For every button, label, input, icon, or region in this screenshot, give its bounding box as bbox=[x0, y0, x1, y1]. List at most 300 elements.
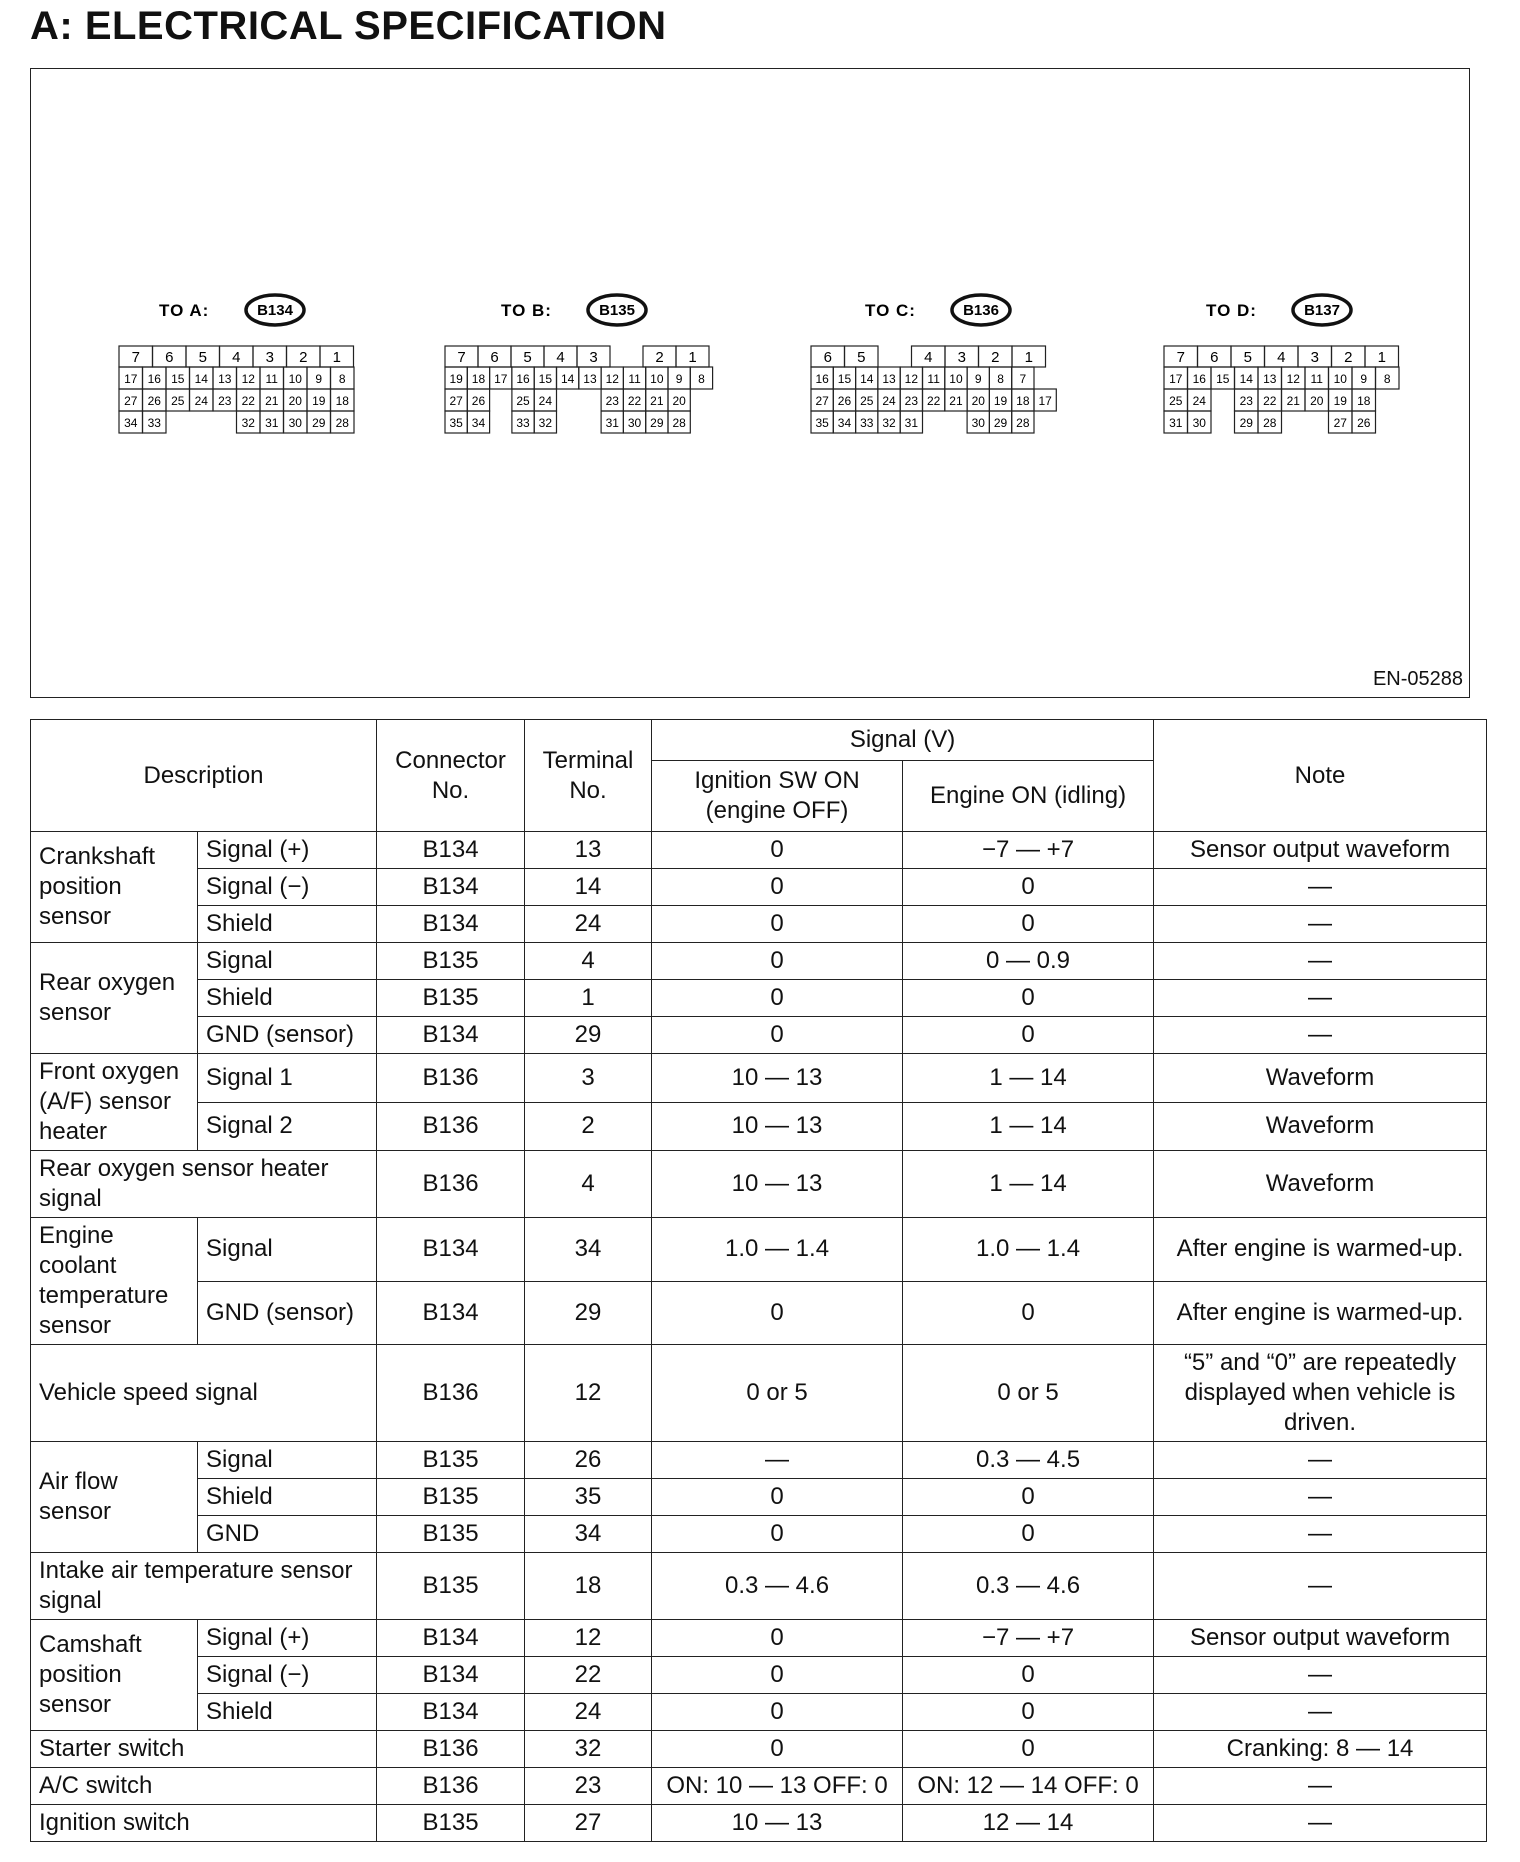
table-row bbox=[31, 832, 1487, 869]
pin-number: 31 bbox=[605, 416, 619, 430]
row-sub-description: Shield bbox=[198, 1479, 377, 1516]
pin-number: 6 bbox=[1210, 349, 1219, 366]
pin-number: 23 bbox=[904, 394, 919, 408]
pin-number: 3 bbox=[1310, 349, 1319, 366]
connector-no: B135 bbox=[377, 1479, 525, 1516]
pin-number: 15 bbox=[1216, 372, 1230, 386]
signal-engine-on: 0 bbox=[903, 1017, 1154, 1054]
pin-number: 16 bbox=[815, 372, 829, 386]
row-description: Camshaft position sensor bbox=[31, 1620, 198, 1731]
pin-number: 2 bbox=[1344, 349, 1353, 366]
signal-ignition-on: 0 or 5 bbox=[652, 1345, 903, 1442]
pin-number: 11 bbox=[265, 372, 278, 386]
pin-number: 19 bbox=[449, 372, 463, 386]
signal-ignition-on: 0 bbox=[652, 1694, 903, 1731]
table-row bbox=[31, 1768, 1487, 1805]
row-sub-description: Signal bbox=[198, 943, 377, 980]
signal-engine-on: 0 bbox=[903, 1516, 1154, 1553]
table-row bbox=[31, 1218, 1487, 1282]
row-sub-description: Signal 2 bbox=[198, 1102, 377, 1151]
signal-ignition-on: 0 bbox=[652, 943, 903, 980]
table-row bbox=[31, 869, 1487, 906]
pin-number: 26 bbox=[1357, 416, 1371, 430]
pin-number: 8 bbox=[1383, 372, 1391, 386]
table-row bbox=[31, 1620, 1487, 1657]
connector-figure bbox=[30, 68, 1470, 698]
signal-engine-on: 0 bbox=[903, 869, 1154, 906]
figure-code: EN-05288 bbox=[1372, 668, 1463, 690]
note: Waveform bbox=[1154, 1102, 1487, 1151]
pin-number: 30 bbox=[627, 416, 642, 430]
signal-engine-on: 0 bbox=[903, 1694, 1154, 1731]
note: — bbox=[1154, 1479, 1487, 1516]
terminal-no: 34 bbox=[525, 1218, 652, 1282]
row-sub-description: Shield bbox=[198, 1694, 377, 1731]
signal-engine-on: 1 — 14 bbox=[903, 1054, 1154, 1103]
signal-ignition-on: 10 — 13 bbox=[652, 1805, 903, 1842]
pin-number: 3 bbox=[589, 349, 598, 366]
note: After engine is warmed-up. bbox=[1154, 1281, 1487, 1345]
terminal-no: 29 bbox=[525, 1017, 652, 1054]
signal-ignition-on: 0 bbox=[652, 1017, 903, 1054]
pin-number: 20 bbox=[1310, 394, 1324, 408]
note: — bbox=[1154, 1442, 1487, 1479]
pin-number: 34 bbox=[124, 416, 138, 430]
table-row bbox=[31, 1657, 1487, 1694]
pin-number: 2 bbox=[299, 349, 308, 366]
table-row bbox=[31, 1102, 1487, 1151]
pin-number: 10 bbox=[949, 372, 963, 386]
pin-number: 4 bbox=[1277, 349, 1286, 366]
signal-engine-on: 0 — 0.9 bbox=[903, 943, 1154, 980]
pin-number: 26 bbox=[147, 394, 161, 408]
signal-engine-on: ON: 12 — 14 OFF: 0 bbox=[903, 1768, 1154, 1805]
pin-number: 2 bbox=[655, 349, 664, 366]
note: — bbox=[1154, 943, 1487, 980]
pin-number: 22 bbox=[627, 394, 642, 408]
row-sub-description: GND (sensor) bbox=[198, 1017, 377, 1054]
table-row bbox=[31, 1694, 1487, 1731]
pin-number: 22 bbox=[926, 394, 941, 408]
pin-number: 11 bbox=[628, 372, 641, 386]
note: Cranking: 8 — 14 bbox=[1154, 1731, 1487, 1768]
signal-engine-on: 0 bbox=[903, 1657, 1154, 1694]
signal-engine-on: 1 — 14 bbox=[903, 1151, 1154, 1218]
connector-no: B134 bbox=[377, 832, 525, 869]
connector-b134 bbox=[119, 295, 354, 433]
connector-no: B136 bbox=[377, 1054, 525, 1103]
pin-number: 4 bbox=[556, 349, 565, 366]
pin-number: 3 bbox=[265, 349, 274, 366]
terminal-no: 3 bbox=[525, 1054, 652, 1103]
pin-number: 18 bbox=[471, 372, 486, 386]
connector-b137 bbox=[1164, 295, 1399, 433]
pin-number: 13 bbox=[583, 372, 597, 386]
pin-number: 9 bbox=[1360, 372, 1368, 386]
pin-number: 8 bbox=[997, 372, 1004, 386]
pin-number: 21 bbox=[949, 394, 963, 408]
pin-number: 6 bbox=[490, 349, 499, 366]
connector-no: B136 bbox=[377, 1768, 525, 1805]
table-row bbox=[31, 1054, 1487, 1103]
header-engine-on: Engine ON (idling) bbox=[903, 761, 1154, 832]
connector-no: B134 bbox=[377, 869, 525, 906]
pin-number: 3 bbox=[957, 349, 966, 366]
pin-number: 16 bbox=[1192, 372, 1206, 386]
signal-ignition-on: 0 bbox=[652, 1516, 903, 1553]
pin-number: 24 bbox=[538, 394, 553, 408]
pin-number: 13 bbox=[218, 372, 232, 386]
row-sub-description: Signal 1 bbox=[198, 1054, 377, 1103]
pin-number: 30 bbox=[971, 416, 985, 430]
signal-engine-on: −7 — +7 bbox=[903, 832, 1154, 869]
table-row bbox=[31, 1479, 1487, 1516]
pin-number: 18 bbox=[1016, 394, 1030, 408]
pin-number: 27 bbox=[815, 394, 829, 408]
note: — bbox=[1154, 906, 1487, 943]
row-description: Vehicle speed signal bbox=[31, 1345, 377, 1442]
pin-number: 24 bbox=[194, 394, 208, 408]
connector-no: B134 bbox=[377, 1657, 525, 1694]
connector-no: B134 bbox=[377, 1694, 525, 1731]
pin-number: 5 bbox=[198, 349, 207, 366]
pin-number: 31 bbox=[1169, 416, 1183, 430]
pin-number: 10 bbox=[288, 372, 302, 386]
pin-number: 29 bbox=[993, 416, 1008, 430]
signal-engine-on: 1 — 14 bbox=[903, 1102, 1154, 1151]
pin-number: 22 bbox=[241, 394, 255, 408]
connector-no: B134 bbox=[377, 1281, 525, 1345]
signal-engine-on: 0 bbox=[903, 1281, 1154, 1345]
note: — bbox=[1154, 980, 1487, 1017]
pin-number: 14 bbox=[1239, 372, 1253, 386]
pin-number: 12 bbox=[1286, 372, 1300, 386]
signal-ignition-on: 0 bbox=[652, 1479, 903, 1516]
pin-number: 25 bbox=[860, 394, 874, 408]
pin-number: 29 bbox=[650, 416, 664, 430]
pin-number: 1 bbox=[1024, 349, 1033, 366]
connector-no: B135 bbox=[377, 1442, 525, 1479]
pin-number: 29 bbox=[1239, 416, 1253, 430]
pin-number: 24 bbox=[1192, 394, 1206, 408]
table-row bbox=[31, 1017, 1487, 1054]
signal-ignition-on: 0 bbox=[652, 832, 903, 869]
pin-number: 19 bbox=[1333, 394, 1347, 408]
connector-no: B136 bbox=[377, 1731, 525, 1768]
pin-number: 20 bbox=[288, 394, 302, 408]
pin-number: 32 bbox=[538, 416, 553, 430]
electrical-spec-table bbox=[30, 719, 1487, 1842]
pin-number: 4 bbox=[232, 349, 241, 366]
pin-number: 9 bbox=[315, 372, 323, 386]
signal-ignition-on: 10 — 13 bbox=[652, 1054, 903, 1103]
signal-ignition-on: 0 bbox=[652, 1620, 903, 1657]
note: Sensor output waveform bbox=[1154, 1620, 1487, 1657]
terminal-no: 12 bbox=[525, 1620, 652, 1657]
pin-number: 7 bbox=[1176, 349, 1185, 366]
pin-number: 2 bbox=[991, 349, 1000, 366]
pin-number: 17 bbox=[1169, 372, 1183, 386]
pin-number: 8 bbox=[698, 372, 705, 386]
connector-no: B136 bbox=[377, 1102, 525, 1151]
terminal-no: 23 bbox=[525, 1768, 652, 1805]
pin-number: 17 bbox=[1038, 394, 1052, 408]
note: — bbox=[1154, 1017, 1487, 1054]
connector-code: B136 bbox=[963, 302, 999, 319]
signal-engine-on: 0 or 5 bbox=[903, 1345, 1154, 1442]
pin-number: 28 bbox=[1263, 416, 1277, 430]
pin-number: 31 bbox=[265, 416, 279, 430]
connector-prefix: TO A: bbox=[159, 301, 210, 320]
pin-number: 1 bbox=[688, 349, 697, 366]
signal-ignition-on: 0 bbox=[652, 980, 903, 1017]
terminal-no: 1 bbox=[525, 980, 652, 1017]
row-sub-description: Signal bbox=[198, 1218, 377, 1282]
pin-number: 5 bbox=[523, 349, 532, 366]
row-description: A/C switch bbox=[31, 1768, 377, 1805]
connector-no: B136 bbox=[377, 1345, 525, 1442]
pin-number: 27 bbox=[1333, 416, 1347, 430]
row-description: Starter switch bbox=[31, 1731, 377, 1768]
terminal-no: 26 bbox=[525, 1442, 652, 1479]
pin-number: 20 bbox=[672, 394, 686, 408]
terminal-no: 24 bbox=[525, 1694, 652, 1731]
connector-no: B134 bbox=[377, 1620, 525, 1657]
pin-number: 6 bbox=[823, 349, 832, 366]
table-row bbox=[31, 1516, 1487, 1553]
pin-number: 30 bbox=[1192, 416, 1206, 430]
terminal-no: 14 bbox=[525, 869, 652, 906]
row-sub-description: Signal (+) bbox=[198, 1620, 377, 1657]
signal-ignition-on: 10 — 13 bbox=[652, 1102, 903, 1151]
pin-number: 30 bbox=[288, 416, 302, 430]
pin-number: 28 bbox=[1016, 416, 1030, 430]
pin-number: 5 bbox=[857, 349, 866, 366]
connector-no: B134 bbox=[377, 1218, 525, 1282]
signal-engine-on: 0 bbox=[903, 906, 1154, 943]
pin-number: 18 bbox=[1357, 394, 1371, 408]
pin-number: 26 bbox=[471, 394, 486, 408]
table-row bbox=[31, 906, 1487, 943]
pin-number: 1 bbox=[332, 349, 341, 366]
terminal-no: 13 bbox=[525, 832, 652, 869]
pin-number: 13 bbox=[1263, 372, 1277, 386]
signal-ignition-on: 1.0 — 1.4 bbox=[652, 1218, 903, 1282]
pin-number: 24 bbox=[882, 394, 896, 408]
pin-number: 28 bbox=[672, 416, 686, 430]
pin-number: 23 bbox=[1239, 394, 1253, 408]
pin-number: 35 bbox=[449, 416, 463, 430]
table-row bbox=[31, 1442, 1487, 1479]
signal-ignition-on: 0 bbox=[652, 869, 903, 906]
pin-number: 32 bbox=[882, 416, 896, 430]
note: — bbox=[1154, 1657, 1487, 1694]
pin-number: 22 bbox=[1263, 394, 1277, 408]
table-row bbox=[31, 1805, 1487, 1842]
table-row bbox=[31, 1281, 1487, 1345]
connector-no: B135 bbox=[377, 1553, 525, 1620]
table-row bbox=[31, 943, 1487, 980]
note: — bbox=[1154, 869, 1487, 906]
terminal-no: 34 bbox=[525, 1516, 652, 1553]
terminal-no: 4 bbox=[525, 1151, 652, 1218]
connector-code: B134 bbox=[257, 302, 293, 319]
pin-number: 33 bbox=[860, 416, 874, 430]
row-sub-description: Signal (+) bbox=[198, 832, 377, 869]
pin-number: 17 bbox=[124, 372, 138, 386]
header-signal: Signal (V) bbox=[652, 720, 1154, 761]
pin-number: 32 bbox=[241, 416, 255, 430]
header-ignition-sw-on: Ignition SW ON (engine OFF) bbox=[652, 761, 903, 832]
pin-number: 5 bbox=[1243, 349, 1252, 366]
table-row bbox=[31, 1345, 1487, 1442]
row-description: Rear oxygen sensor heater signal bbox=[31, 1151, 377, 1218]
note: — bbox=[1154, 1553, 1487, 1620]
terminal-no: 18 bbox=[525, 1553, 652, 1620]
connector-prefix: TO B: bbox=[501, 301, 552, 320]
row-description: Crankshaft position sensor bbox=[31, 832, 198, 943]
row-sub-description: Shield bbox=[198, 980, 377, 1017]
pin-number: 23 bbox=[218, 394, 232, 408]
terminal-no: 12 bbox=[525, 1345, 652, 1442]
pin-number: 21 bbox=[650, 394, 664, 408]
spec-table-body bbox=[31, 832, 1487, 1842]
pin-number: 8 bbox=[338, 372, 346, 386]
row-description: Intake air temperature sensor signal bbox=[31, 1553, 377, 1620]
signal-ignition-on: — bbox=[652, 1442, 903, 1479]
pin-number: 34 bbox=[837, 416, 852, 430]
pin-number: 15 bbox=[538, 372, 553, 386]
pin-number: 21 bbox=[1286, 394, 1300, 408]
pin-number: 12 bbox=[241, 372, 255, 386]
header-description: Description bbox=[31, 720, 377, 832]
pin-number: 29 bbox=[312, 416, 326, 430]
connector-no: B135 bbox=[377, 1805, 525, 1842]
pin-number: 18 bbox=[335, 394, 349, 408]
table-row bbox=[31, 980, 1487, 1017]
table-row bbox=[31, 1731, 1487, 1768]
pin-number: 23 bbox=[605, 394, 619, 408]
signal-ignition-on: ON: 10 — 13 OFF: 0 bbox=[652, 1768, 903, 1805]
page-title: A: ELECTRICAL SPECIFICATION bbox=[30, 4, 667, 48]
pin-number: 26 bbox=[837, 394, 852, 408]
pin-number: 10 bbox=[1333, 372, 1347, 386]
terminal-no: 35 bbox=[525, 1479, 652, 1516]
pin-number: 27 bbox=[124, 394, 138, 408]
note: — bbox=[1154, 1694, 1487, 1731]
pin-number: 10 bbox=[650, 372, 664, 386]
note: — bbox=[1154, 1768, 1487, 1805]
connector-prefix: TO C: bbox=[865, 301, 916, 320]
pin-number: 31 bbox=[904, 416, 919, 430]
connector-b136 bbox=[811, 295, 1056, 433]
pin-number: 33 bbox=[516, 416, 530, 430]
header-terminal-no: Terminal No. bbox=[525, 720, 652, 832]
signal-engine-on: 0 bbox=[903, 1479, 1154, 1516]
note: Waveform bbox=[1154, 1151, 1487, 1218]
pin-number: 13 bbox=[882, 372, 896, 386]
pin-number: 25 bbox=[171, 394, 185, 408]
connector-b135 bbox=[445, 295, 713, 433]
connector-no: B135 bbox=[377, 1516, 525, 1553]
connector-code: B135 bbox=[599, 302, 635, 319]
signal-engine-on: −7 — +7 bbox=[903, 1620, 1154, 1657]
pin-number: 16 bbox=[516, 372, 530, 386]
pin-number: 7 bbox=[131, 349, 140, 366]
connector-no: B135 bbox=[377, 980, 525, 1017]
row-description: Ignition switch bbox=[31, 1805, 377, 1842]
pin-number: 4 bbox=[924, 349, 933, 366]
pin-number: 14 bbox=[560, 372, 575, 386]
signal-ignition-on: 0 bbox=[652, 906, 903, 943]
pin-number: 15 bbox=[837, 372, 852, 386]
connector-prefix: TO D: bbox=[1206, 301, 1257, 320]
note: — bbox=[1154, 1516, 1487, 1553]
signal-engine-on: 12 — 14 bbox=[903, 1805, 1154, 1842]
signal-engine-on: 0 bbox=[903, 1731, 1154, 1768]
pin-number: 35 bbox=[815, 416, 829, 430]
pin-number: 33 bbox=[147, 416, 161, 430]
row-description: Rear oxygen sensor bbox=[31, 943, 198, 1054]
pin-number: 6 bbox=[165, 349, 174, 366]
pin-number: 1 bbox=[1377, 349, 1386, 366]
note: After engine is warmed-up. bbox=[1154, 1218, 1487, 1282]
header-note: Note bbox=[1154, 720, 1487, 832]
pin-number: 11 bbox=[1310, 372, 1323, 386]
pin-number: 27 bbox=[449, 394, 463, 408]
row-description: Air flow sensor bbox=[31, 1442, 198, 1553]
pin-number: 16 bbox=[147, 372, 161, 386]
terminal-no: 32 bbox=[525, 1731, 652, 1768]
signal-ignition-on: 0 bbox=[652, 1281, 903, 1345]
pin-number: 14 bbox=[194, 372, 208, 386]
terminal-no: 4 bbox=[525, 943, 652, 980]
terminal-no: 29 bbox=[525, 1281, 652, 1345]
row-sub-description: Signal (−) bbox=[198, 869, 377, 906]
terminal-no: 27 bbox=[525, 1805, 652, 1842]
note: “5” and “0” are repeatedly displayed when vehicle is driven. bbox=[1154, 1345, 1487, 1442]
row-sub-description: GND bbox=[198, 1516, 377, 1553]
row-sub-description: Signal (−) bbox=[198, 1657, 377, 1694]
terminal-no: 2 bbox=[525, 1102, 652, 1151]
signal-engine-on: 0.3 — 4.6 bbox=[903, 1553, 1154, 1620]
row-sub-description: Signal bbox=[198, 1442, 377, 1479]
pin-number: 7 bbox=[1019, 372, 1027, 386]
header-connector-no: Connector No. bbox=[377, 720, 525, 832]
signal-ignition-on: 10 — 13 bbox=[652, 1151, 903, 1218]
row-sub-description: Shield bbox=[198, 906, 377, 943]
pin-number: 14 bbox=[860, 372, 874, 386]
pin-number: 9 bbox=[675, 372, 683, 386]
table-row bbox=[31, 1151, 1487, 1218]
pin-number: 34 bbox=[471, 416, 486, 430]
table-row bbox=[31, 1553, 1487, 1620]
pin-number: 25 bbox=[516, 394, 530, 408]
connector-no: B135 bbox=[377, 943, 525, 980]
note: — bbox=[1154, 1805, 1487, 1842]
signal-ignition-on: 0 bbox=[652, 1657, 903, 1694]
pin-number: 20 bbox=[971, 394, 985, 408]
terminal-no: 24 bbox=[525, 906, 652, 943]
terminal-no: 22 bbox=[525, 1657, 652, 1694]
pin-number: 21 bbox=[265, 394, 279, 408]
pin-number: 28 bbox=[335, 416, 349, 430]
pin-number: 7 bbox=[457, 349, 466, 366]
pin-number: 9 bbox=[974, 372, 982, 386]
signal-engine-on: 0.3 — 4.5 bbox=[903, 1442, 1154, 1479]
signal-engine-on: 1.0 — 1.4 bbox=[903, 1218, 1154, 1282]
signal-engine-on: 0 bbox=[903, 980, 1154, 1017]
